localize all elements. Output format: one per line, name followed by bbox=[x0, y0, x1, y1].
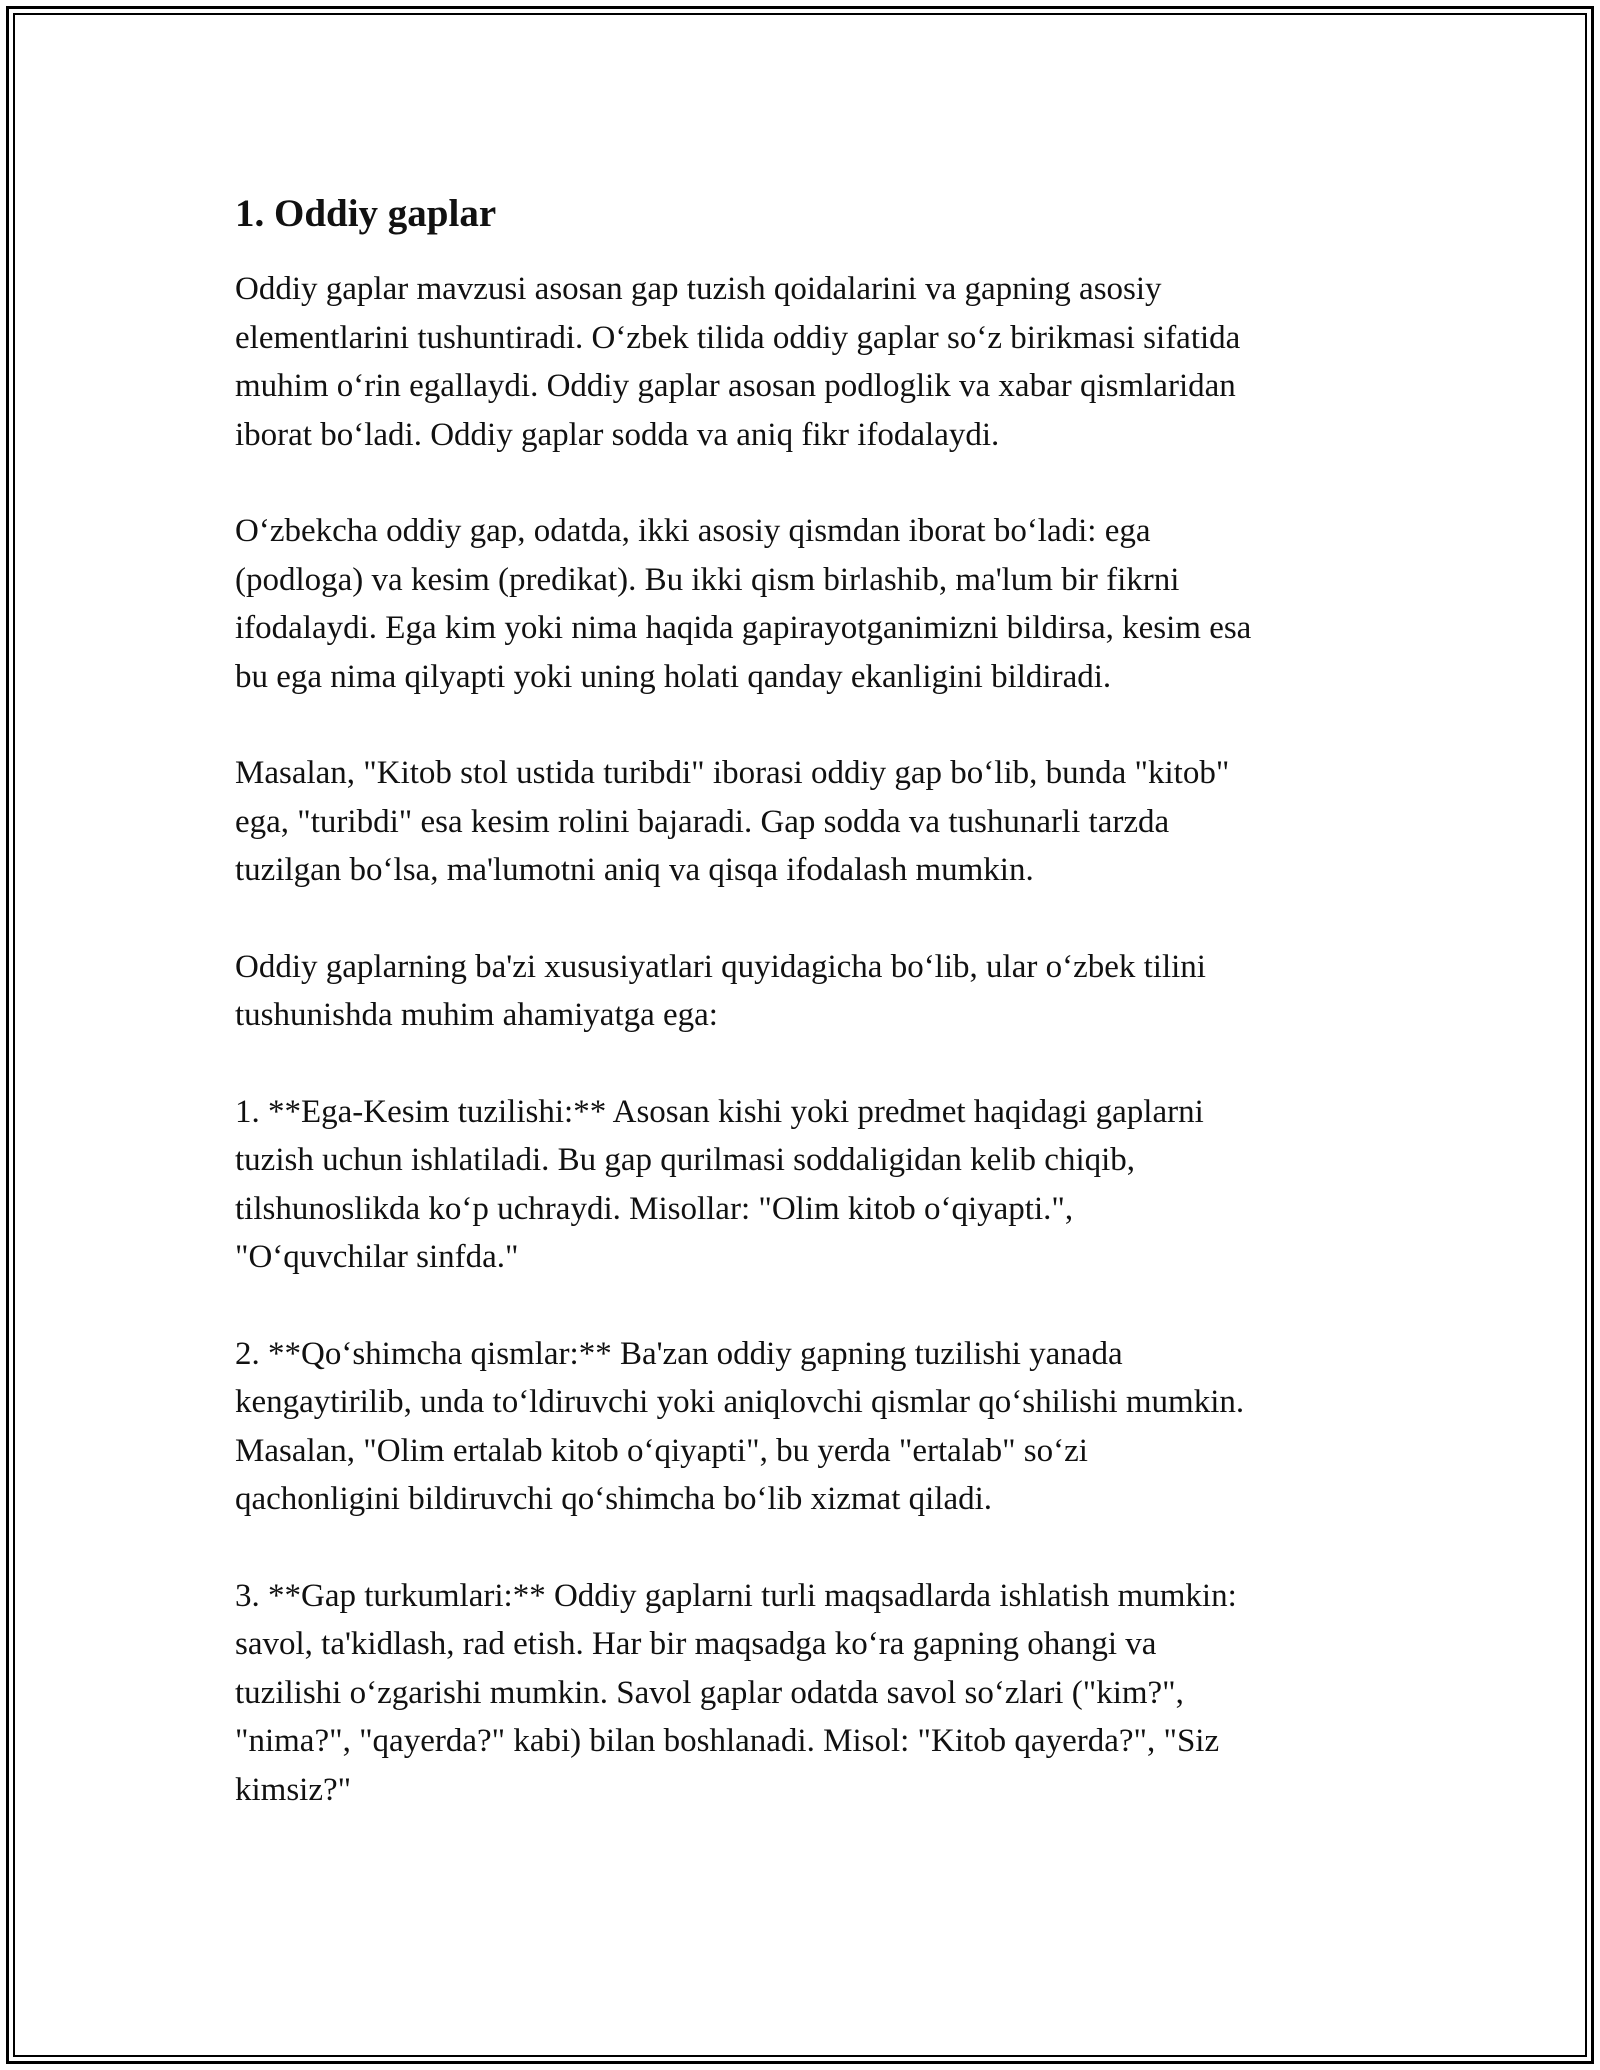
document-body bbox=[235, 185, 1370, 1862]
paragraph-example: Masalan, "Kitob stol ustida turibdi" iborasi oddiy gap bo‘lib, bunda "kitob" ega, "turibdi" esa kesim rolini bajaradi. Gap sodda va tushunarli tarzda tuzilgan bo‘lsa, ma'lumotni aniq va qisqa ifodalash mumkin. bbox=[235, 755, 1230, 888]
paragraph-intro: Oddiy gaplar mavzusi asosan gap tuzish qoidalarini va gapning asosiy elementlarini tushuntiradi. O‘zbek tilida oddiy gaplar so‘z birikmasi sifatida muhim o‘rin egallaydi. Oddiy gaplar asosan podloglik va xabar qismlaridan iborat bo‘ladi. Oddiy gaplar sodda va aniq fikr ifodalaydi. bbox=[235, 271, 1241, 453]
list-item-3: 3. **Gap turkumlari:** Oddiy gaplarni turli maqsadlarda ishlatish mumkin: savol, ta'kidlash, rad etish. Har bir maqsadga ko‘ra gapning ohangi va tuzilishi o‘zgarishi mumkin. Savol gaplar odatda savol so‘zlari ("kim?", "nima?", "qayerda?" kabi) bilan boshlanadi. Misol: "Kitob qayerda?", "Siz kimsiz?" bbox=[235, 1577, 1237, 1808]
section-heading: 1. Oddiy gaplar bbox=[235, 192, 497, 235]
list-item-2: 2. **Qo‘shimcha qismlar:** Ba'zan oddiy gapning tuzilishi yanada kengaytirilib, unda to‘ldiruvchi yoki aniqlovchi qismlar qo‘shilishi mumkin. Masalan, "Olim ertalab kitob o‘qiyapti", bu yerda "ertalab" so‘zi qachonligini bildiruvchi qo‘shimcha bo‘lib xizmat qiladi. bbox=[235, 1335, 1245, 1517]
paragraph-ega-kesim: O‘zbekcha oddiy gap, odatda, ikki asosiy qismdan iborat bo‘ladi: ega (podloga) va kesim (predikat). Bu ikki qism birlashib, ma'lum bir fikrni ifodalaydi. Ega kim yoki nima haqida gapirayotganimizni bildirsa, kesim esa bu ega nima qilyapti yoki uning holati qanday ekanligini bildiradi. bbox=[235, 513, 1252, 695]
list-item-1: 1. **Ega-Kesim tuzilishi:** Asosan kishi yoki predmet haqidagi gaplarni tuzish uchun ishlatiladi. Bu gap qurilmasi soddaligidan kelib chiqib, tilshunoslikda ko‘p uchraydi. Misollar: "Olim kitob o‘qiyapti.", "O‘quvchilar sinfda." bbox=[235, 1093, 1204, 1275]
paragraph-features-intro: Oddiy gaplarning ba'zi xususiyatlari quyidagicha bo‘lib, ular o‘zbek tilini tushunishda muhim ahamiyatga ega: bbox=[235, 948, 1206, 1033]
